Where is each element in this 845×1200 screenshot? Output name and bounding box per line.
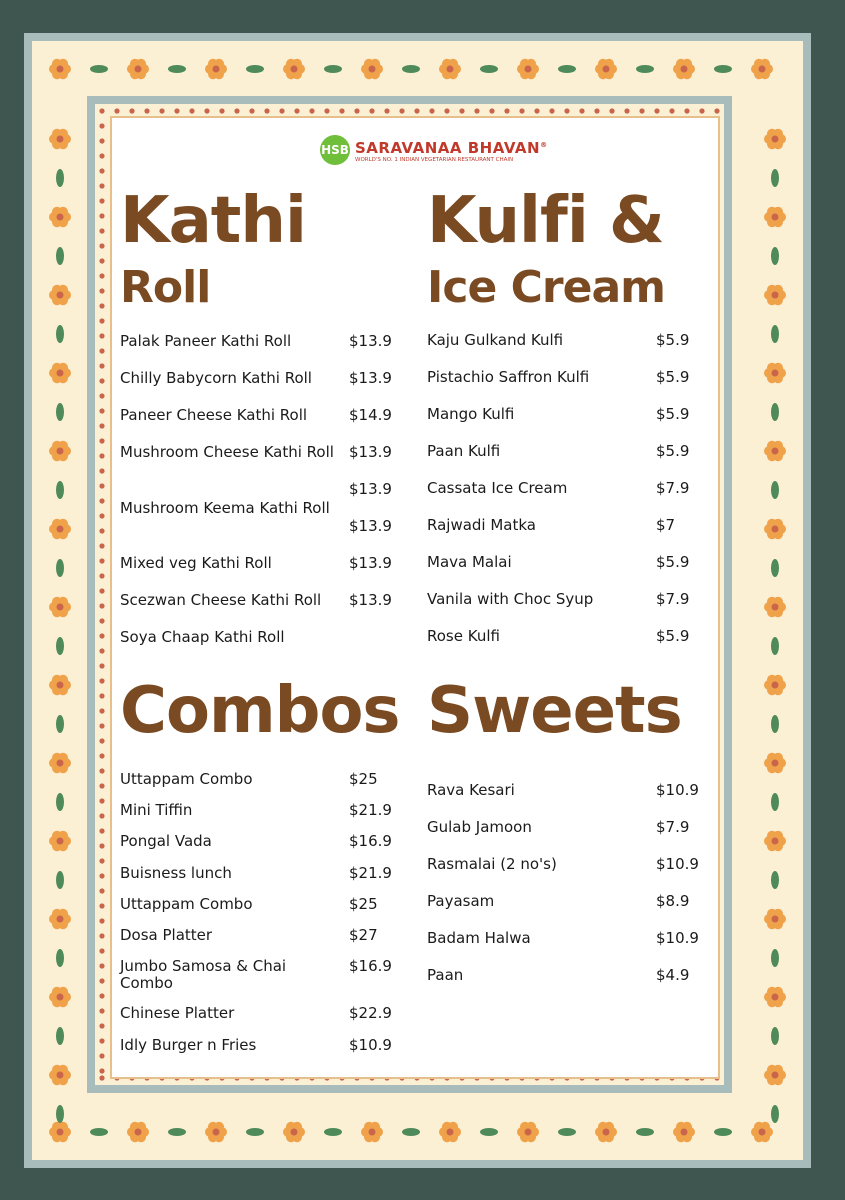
border-dot [99,948,104,953]
border-dot [99,168,104,173]
border-dot [549,108,554,113]
sweets-item: Gulab Jamoon [427,818,532,836]
kulfi-price: $5.9 [656,331,690,349]
sweets-item: Badam Halwa [427,929,531,947]
kulfi-item: Mango Kulfi [427,405,515,423]
border-dot [99,648,104,653]
combos-price: $25 [349,770,378,788]
sweets-price: $10.9 [656,855,699,873]
border-dot [579,108,584,113]
kathi-item: Scezwan Cheese Kathi Roll [120,591,322,609]
combos-item: Idly Burger n Fries [120,1036,257,1054]
combos-item: Chinese Platter [120,1004,235,1022]
border-dot [639,108,644,113]
combos-item: Buisness lunch [120,864,232,882]
border-dot [99,108,104,113]
border-dot [129,108,134,113]
sweets-price: $7.9 [656,818,690,836]
kathi-price: $13.9 [349,443,392,461]
border-dot [234,108,239,113]
border-dot [99,813,104,818]
border-dot [444,108,449,113]
kathi-price: $13.9 [349,332,392,350]
border-dot [369,108,374,113]
border-dot [99,543,104,548]
border-dot [114,108,119,113]
border-dot [99,858,104,863]
border-dot [99,468,104,473]
border-dot [594,108,599,113]
border-dot [99,1075,104,1080]
kathi-item: Palak Paneer Kathi Roll [120,332,292,350]
border-dot [534,108,539,113]
brand-logo [320,133,548,167]
border-dot [99,753,104,758]
border-dot [99,678,104,683]
kulfi-title-line2: Ice Cream [427,262,665,313]
kathi-price: $13.9 [349,554,392,572]
kulfi-title-line1: Kulfi & [427,184,664,258]
border-dot [684,108,689,113]
border-dot [99,918,104,923]
combos-title: Combos [120,674,400,748]
border-dot [99,723,104,728]
border-dot [159,108,164,113]
combos-price: $10.9 [349,1036,392,1054]
border-dot [99,933,104,938]
border-dot [99,663,104,668]
sweets-item: Paan [427,966,464,984]
border-dot [174,108,179,113]
border-dot [99,498,104,503]
border-dot [564,108,569,113]
border-dot [99,558,104,563]
border-dot [99,333,104,338]
border-dot [99,963,104,968]
kulfi-item: Paan Kulfi [427,442,501,460]
kathi-price: $13.9 [349,369,392,387]
border-dot [99,738,104,743]
border-dot [654,108,659,113]
border-dot [99,588,104,593]
kulfi-item: Kaju Gulkand Kulfi [427,331,564,349]
border-dot [99,213,104,218]
kathi-item: Paneer Cheese Kathi Roll [120,406,308,424]
combos-item: Mini Tiffin [120,801,193,819]
border-dot [99,993,104,998]
kathi-price: $13.9 [349,517,392,535]
border-dot [99,198,104,203]
border-dot [249,108,254,113]
border-dot [99,273,104,278]
combos-price: $25 [349,895,378,913]
kathi-price: $13.9 [349,591,392,609]
border-dot [99,363,104,368]
kulfi-item: Pistachio Saffron Kulfi [427,368,590,386]
kulfi-item: Mava Malai [427,553,512,571]
border-dot [99,258,104,263]
border-dot [189,108,194,113]
border-dot [99,303,104,308]
kathi-title-line1: Kathi [120,184,306,258]
border-dot [99,798,104,803]
border-dot [99,138,104,143]
border-dot [699,108,704,113]
combos-item: Pongal Vada [120,832,212,850]
border-dot [99,288,104,293]
kulfi-price: $7 [656,516,676,534]
kulfi-price: $7.9 [656,479,690,497]
border-dot [384,108,389,113]
border-dot [609,108,614,113]
kulfi-item: Vanila with Choc Syup [427,590,594,608]
border-dot [99,618,104,623]
kathi-item: Mushroom Cheese Kathi Roll [120,443,334,461]
kathi-price: $14.9 [349,406,392,424]
border-dot [99,228,104,233]
combos-price: $16.9 [349,832,392,850]
border-dot [669,108,674,113]
border-dot [99,378,104,383]
border-dot [324,108,329,113]
border-dot [339,108,344,113]
brand-name: SARAVANAA BHAVAN [355,138,541,157]
border-dot [99,453,104,458]
kathi-title-line2: Roll [120,262,211,313]
border-dot [99,123,104,128]
border-dot [99,843,104,848]
border-dot [99,1038,104,1043]
border-dot [99,183,104,188]
border-dot [99,153,104,158]
border-dot [99,1068,104,1073]
combos-item: Uttappam Combo [120,770,253,788]
sweets-item: Payasam [427,892,495,910]
border-dot [354,108,359,113]
border-dot [309,108,314,113]
border-dot [99,708,104,713]
kulfi-item: Cassata Ice Cream [427,479,568,497]
combos-item: Jumbo Samosa & Chai Combo [120,957,287,992]
border-dot [99,423,104,428]
border-dot [519,108,524,113]
combos-price: $16.9 [349,957,392,975]
border-dot [459,108,464,113]
border-dot [294,108,299,113]
border-dot [99,1008,104,1013]
sweets-price: $10.9 [656,781,699,799]
border-dot [99,1053,104,1058]
border-dot [414,108,419,113]
brand-tagline: WORLD'S NO. 1 INDIAN VEGETARIAN RESTAURANT CHAIN [355,156,514,163]
combos-price: $21.9 [349,801,392,819]
sweets-title: Sweets [427,674,682,748]
sweets-price: $8.9 [656,892,690,910]
brand-logo-icon: HSB [320,135,350,165]
border-dot [99,633,104,638]
kulfi-price: $5.9 [656,405,690,423]
border-dot [99,528,104,533]
kathi-item: Chilly Babycorn Kathi Roll [120,369,312,387]
sweets-price: $4.9 [656,966,690,984]
border-dot [624,108,629,113]
combos-price: $21.9 [349,864,392,882]
border-dot [204,108,209,113]
kulfi-item: Rajwadi Matka [427,516,536,534]
kulfi-price: $5.9 [656,368,690,386]
registered-mark: ® [540,140,548,149]
combos-item: Dosa Platter [120,926,213,944]
kulfi-price: $5.9 [656,627,690,645]
kathi-item: Mushroom Keema Kathi Roll [120,499,330,517]
border-dot [264,108,269,113]
border-dot [279,108,284,113]
combos-item: Uttappam Combo [120,895,253,913]
combos-price: $22.9 [349,1004,392,1022]
sweets-item: Rava Kesari [427,781,515,799]
border-dot [99,318,104,323]
border-dot [99,873,104,878]
border-dot [99,408,104,413]
border-dot [714,108,719,113]
kulfi-price: $5.9 [656,442,690,460]
border-dot [99,693,104,698]
kathi-price: $13.9 [349,480,392,498]
border-dot [99,978,104,983]
border-dot [429,108,434,113]
border-dot [99,903,104,908]
border-dot [99,828,104,833]
kathi-item: Soya Chaap Kathi Roll [120,628,285,646]
kathi-item: Mixed veg Kathi Roll [120,554,272,572]
kulfi-price: $7.9 [656,590,690,608]
border-dot [99,768,104,773]
kulfi-price: $5.9 [656,553,690,571]
sweets-item: Rasmalai (2 no's) [427,855,557,873]
border-dot [399,108,404,113]
border-dot [504,108,509,113]
border-dot [99,1023,104,1028]
border-dot [99,783,104,788]
kulfi-item: Rose Kulfi [427,627,500,645]
border-dot [99,888,104,893]
border-dot [99,348,104,353]
combos-price: $27 [349,926,378,944]
border-dot [219,108,224,113]
border-dot [474,108,479,113]
border-dot [144,108,149,113]
border-dot [99,483,104,488]
border-dot [99,393,104,398]
border-dot [99,438,104,443]
border-dot [99,513,104,518]
sweets-price: $10.9 [656,929,699,947]
border-dot [489,108,494,113]
border-dot [99,243,104,248]
border-dot [99,603,104,608]
border-dot [99,573,104,578]
